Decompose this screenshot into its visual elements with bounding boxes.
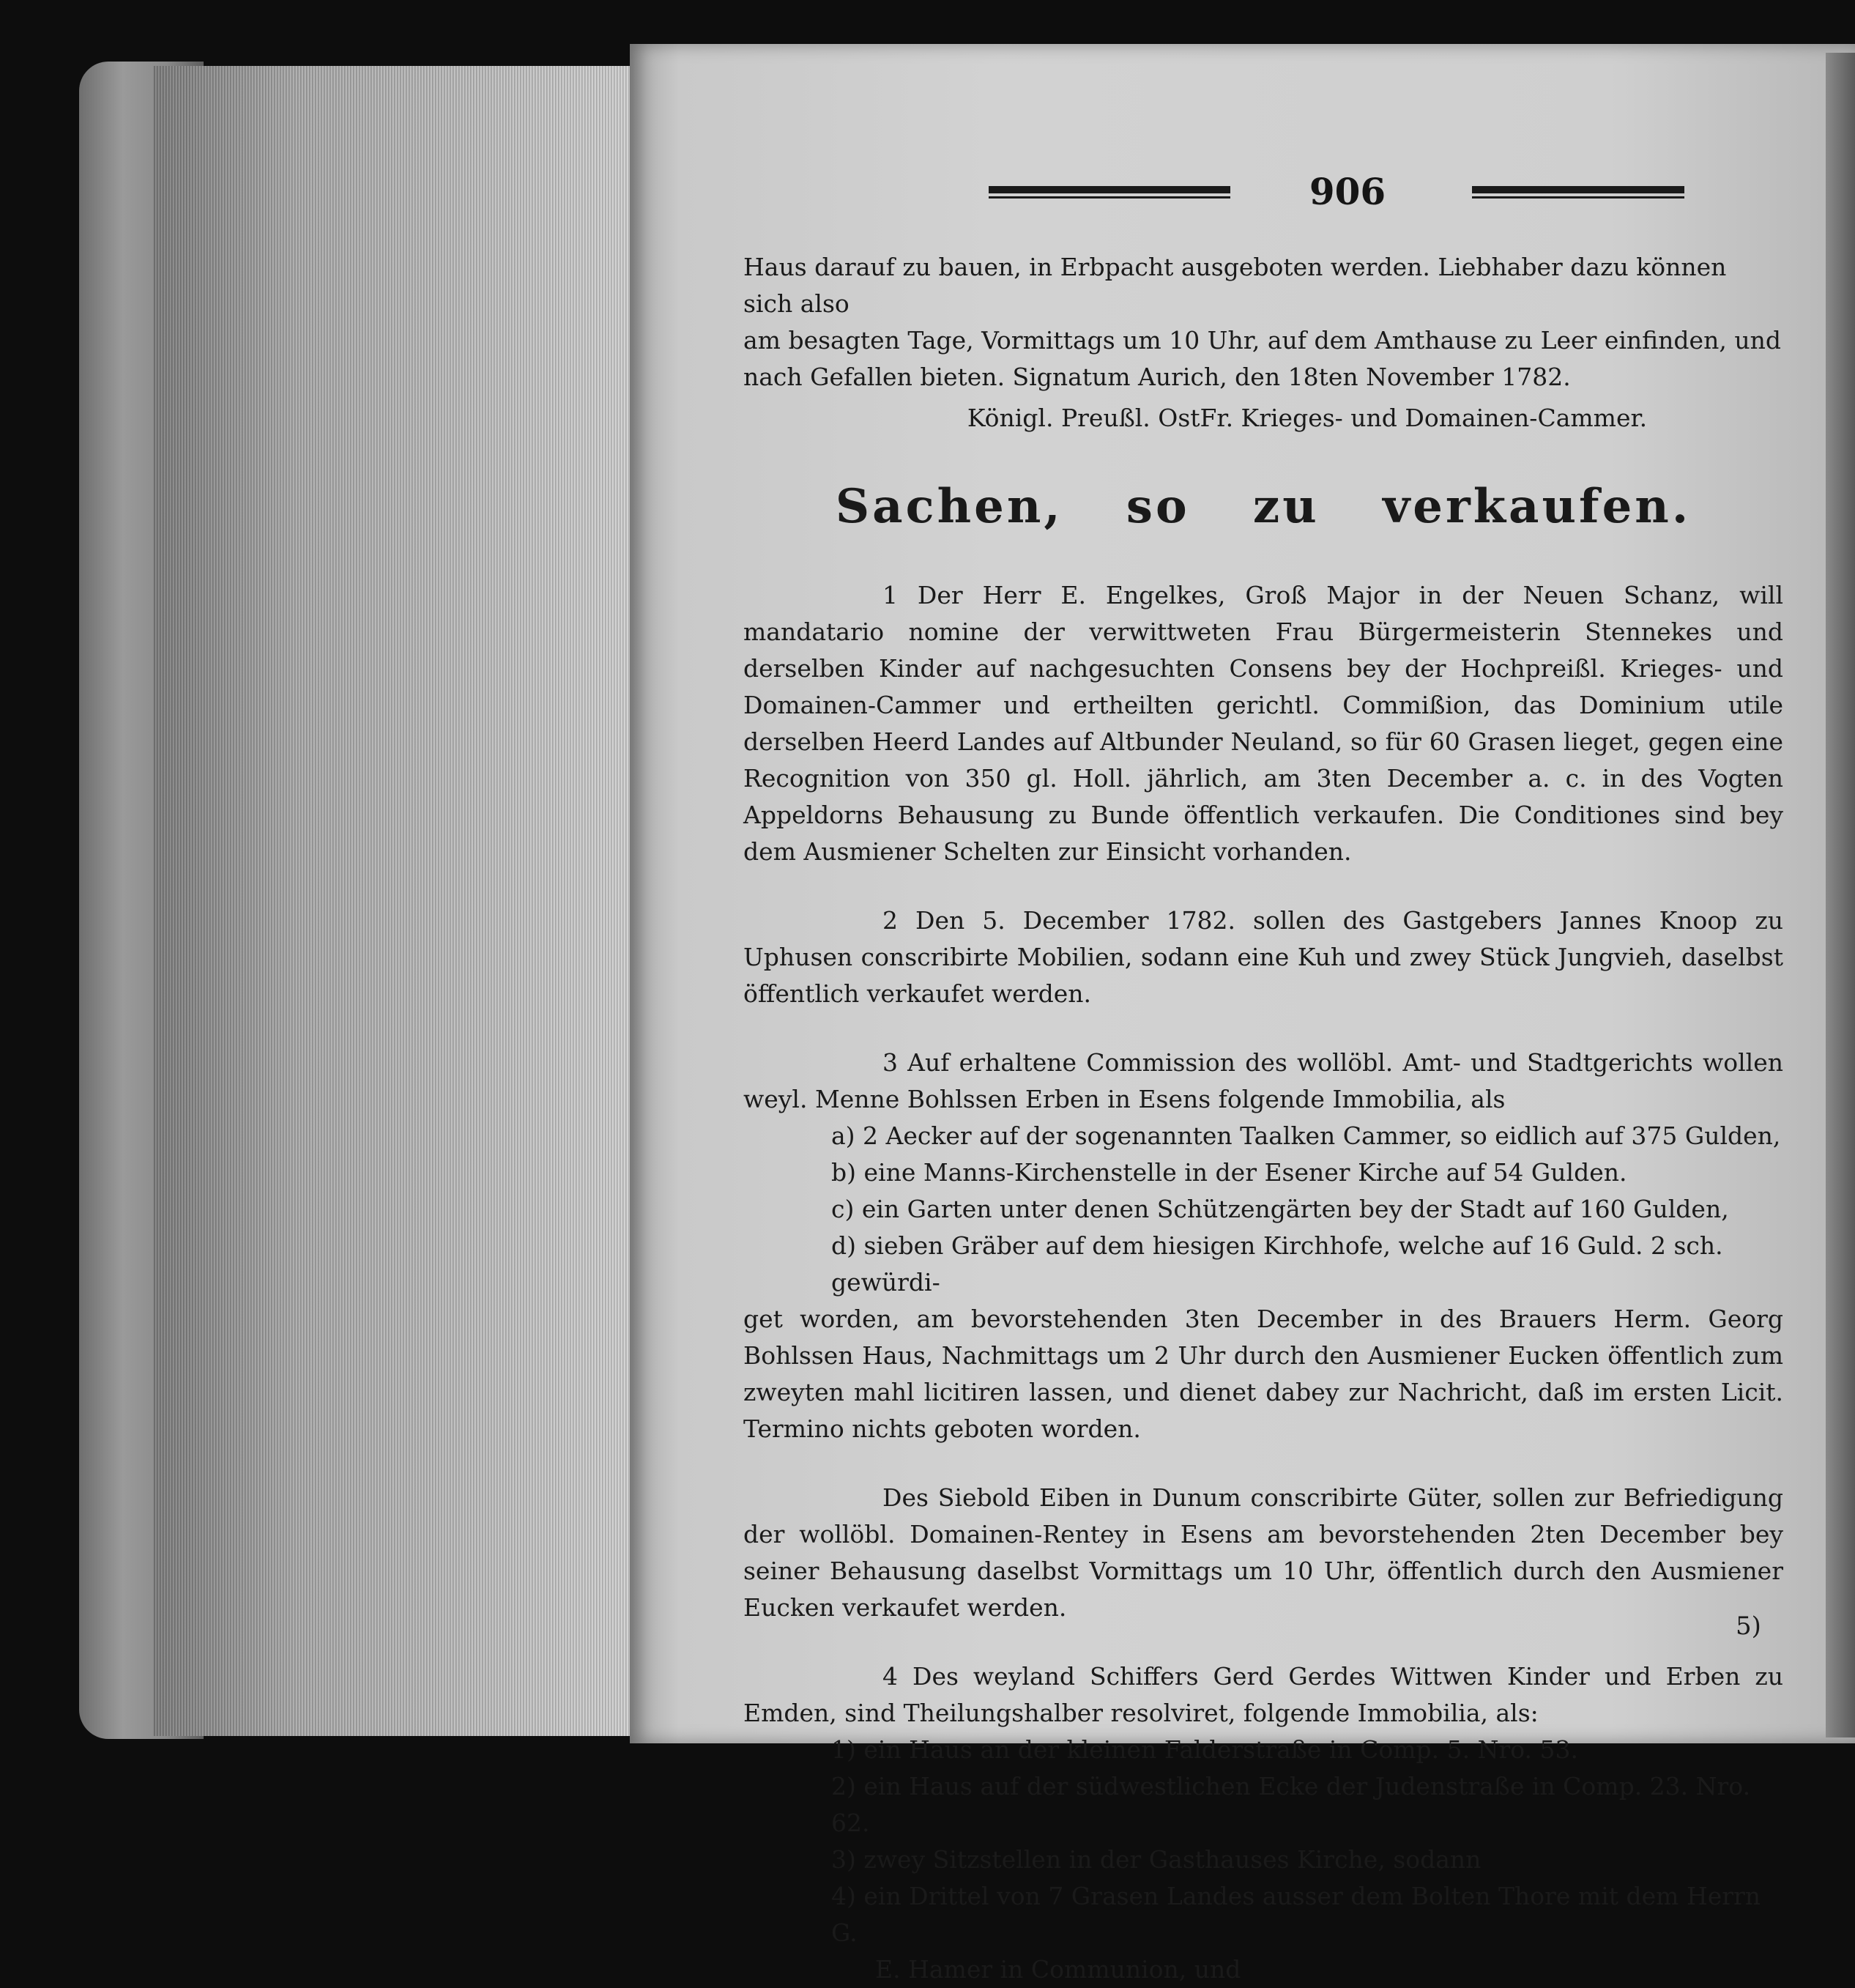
notice-3b: Des Siebold Eiben in Dunum conscribirte Güter, sollen zur Befriedigung der wollöbl. Domainen-Rentey in Esens am bevorstehenden 2ten December bey seiner Behausung daselbst Vormittags um 10 Uhr, öffentlich durch den Ausmiener Eucken verkaufet werden. bbox=[743, 1483, 1783, 1622]
notice-3-item-d: d) sieben Gräber auf dem hiesigen Kirchhofe, welche auf 16 Guld. 2 sch. gewürdi- bbox=[831, 1231, 1723, 1297]
notice-4-item-1: 1) ein Haus an der kleinen Falderstraße in Comp. 5. Nro. 53. bbox=[831, 1735, 1579, 1764]
section-heading: Sachen, so zu verkaufen. bbox=[835, 479, 1692, 534]
notice-2: 2 Den 5. December 1782. sollen des Gastgebers Jannes Knoop zu Uphusen conscribirte Mobilien, sodann eine Kuh und zwey Stück Jungvieh, daselbst öffentlich verkaufet werden. bbox=[743, 906, 1783, 1008]
notice-3-item-a: a) 2 Aecker auf der sogenannten Taalken Cammer, so eidlich auf 375 Gulden, bbox=[831, 1121, 1781, 1150]
notice-3-item-b: b) eine Manns-Kirchenstelle in der Esener Kirche auf 54 Gulden. bbox=[831, 1158, 1627, 1187]
notice-3-item-c: c) ein Garten unter denen Schützengärten bey der Stadt auf 160 Gulden, bbox=[831, 1195, 1729, 1223]
intro-line-1: Haus darauf zu bauen, in Erbpacht ausgeboten werden. Liebhaber dazu können sich also bbox=[743, 253, 1727, 318]
notice-3-intro: 3 Auf erhaltene Commission des wollöbl. Amt- und Stadtgerichts wollen weyl. Menne Bohlssen Erben in Esens folgende Immobilia, als bbox=[743, 1048, 1783, 1113]
notice-4-item-3: 3) zwey Sitzstellen in der Gasthauses Kirche, sodann bbox=[831, 1845, 1482, 1874]
notice-4-continuation: E. Hamer in Communion, und bbox=[875, 1955, 1241, 1984]
signature: Königl. Preußl. OstFr. Krieges- und Domainen-Cammer. bbox=[967, 404, 1648, 432]
page-edges bbox=[154, 66, 630, 1736]
page-text bbox=[743, 168, 1783, 1988]
intro-line-2: am besagten Tage, Vormittags um 10 Uhr, auf dem Amthause zu Leer einfinden, und bbox=[743, 326, 1781, 355]
notice-4-item-2: 2) ein Haus auf der südwestlichen Ecke der Judenstraße in Comp. 23. Nro. 62. bbox=[831, 1772, 1751, 1837]
intro-line-3: nach Gefallen bieten. Signatum Aurich, den 18ten November 1782. bbox=[743, 363, 1571, 391]
catchword: 5) bbox=[1736, 1611, 1761, 1641]
notice-4-intro: 4 Des weyland Schiffers Gerd Gerdes Wittwen Kinder und Erben zu Emden, sind Theilungshalber resolviret, folgende Immobilia, als: bbox=[743, 1662, 1783, 1727]
notice-4-item-4: 4) ein Drittel von 7 Grasen Landes ausser dem Bolten Thore mit dem Herrn G. bbox=[831, 1882, 1761, 1947]
notice-3-continuation: get worden, am bevorstehenden 3ten December in des Brauers Herm. Georg Bohlssen Haus, Nachmittags um 2 Uhr durch den Ausmiener Eucken öffentlich zum zweyten mahl licitiren lassen, und dienet dabey zur Nachricht, daß im ersten Licit. Termino nichts geboten worden. bbox=[743, 1305, 1783, 1443]
notice-1: 1 Der Herr E. Engelkes, Groß Major in der Neuen Schanz, will mandatario nomine der verwittweten Frau Bürgermeisterin Stennekes und derselben Kinder auf nachgesuchten Consens bey der Hochpreißl. Krieges- und Domainen-Cammer und ertheilten gerichtl. Commißion, das Dominium utile derselben Heerd Landes auf Altbunder Neuland, so für 60 Grasen lieget, gegen eine Recognition von 350 gl. Holl. jährlich, am 3ten December a. c. in des Vogten Appeldorns Behausung zu Bunde öffentlich verkaufen. Die Conditiones sind bey dem Ausmiener Schelten zur Einsicht vorhanden. bbox=[743, 581, 1783, 866]
page-number: 906 bbox=[1309, 170, 1386, 213]
book-cover-right bbox=[1826, 53, 1855, 1737]
